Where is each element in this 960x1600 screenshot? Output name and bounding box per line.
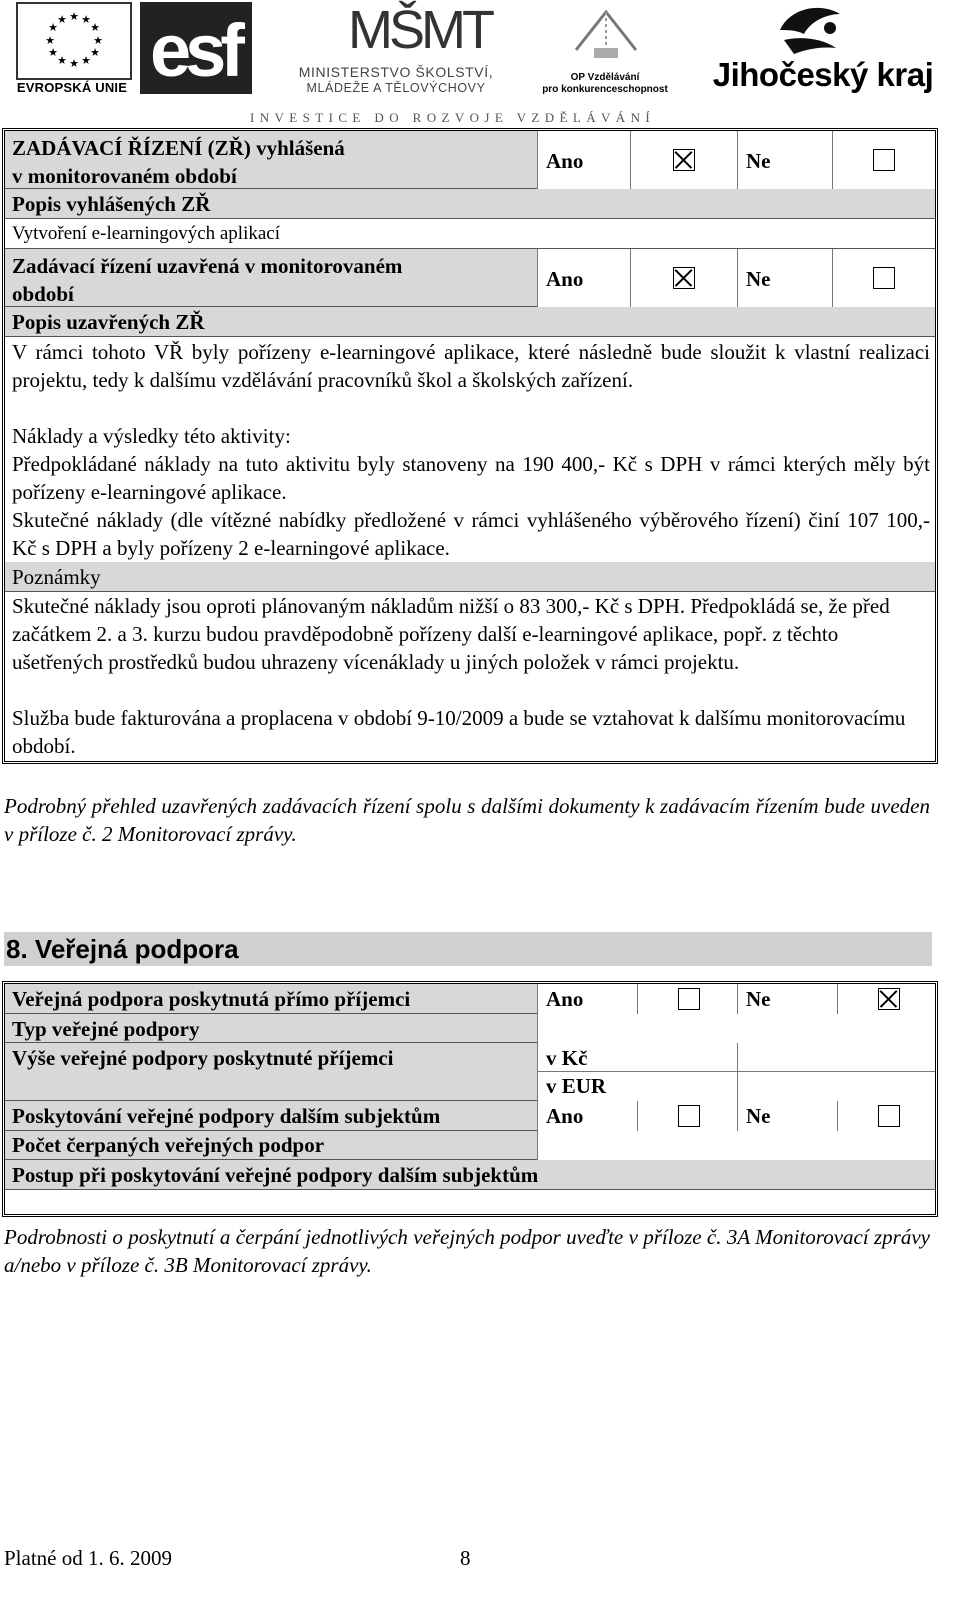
public-support-table bbox=[2, 981, 938, 1217]
notes-paragraph-1: Skutečné náklady jsou oproti plánovaným nákladům nižší o 83 300,- Kč s DPH. Předpokládá se, že před začátkem 2. a 3. kurzu budou pravděpodobně pořízeny další e-learningové aplikace, popř. z těchto ušetřených prostředků budou uhrazeny vícenáklady u jiných položek v rámci projektu. bbox=[12, 594, 890, 674]
vytvoreni-row bbox=[5, 219, 935, 249]
announced-yes-cell bbox=[537, 131, 630, 189]
description-paragraph-3: Předpokládané náklady na tuto aktivitu byly stanoveny na 190 400,- Kč s DPH v rámci kterých měly být pořízeny e-learningové aplikace. bbox=[12, 452, 930, 504]
support-other-yes-cell bbox=[537, 1101, 637, 1131]
msmt-mark: MŠMT bbox=[348, 0, 491, 60]
svg-text:★: ★ bbox=[57, 13, 67, 26]
support-direct-no-checkbox[interactable] bbox=[878, 988, 900, 1010]
support-amount-row bbox=[5, 1043, 935, 1101]
v-eur-value[interactable] bbox=[737, 1072, 935, 1101]
closed-yes-cell bbox=[537, 249, 630, 307]
support-type-row bbox=[5, 1014, 935, 1043]
announced-no-box-cell bbox=[832, 131, 935, 189]
support-direct-yes-cell bbox=[537, 984, 637, 1014]
description-paragraph-1: V rámci tohoto VŘ byly pořízeny e-learningové aplikace, které následně bude sloužit k vlastní realizaci projektu, tedy k dalšímu vzdělávání pracovníků škol a školských zařízení. bbox=[12, 340, 930, 392]
popis-vyhlasenych-label: Popis vyhlášených ZŘ bbox=[12, 192, 211, 216]
vytvoreni-text: Vytvoření e-learningových aplikací bbox=[12, 223, 281, 244]
popis-vyhlasenych-row bbox=[5, 189, 935, 219]
announced-label-1: ZADÁVACÍ ŘÍZENÍ (ZŘ) vyhlášená bbox=[12, 136, 345, 160]
msmt-logo bbox=[296, 0, 496, 100]
support-direct-yes-label: Ano bbox=[546, 987, 584, 1011]
closed-label-1: Zadávací řízení uzavřená v monitorovaném bbox=[12, 254, 403, 278]
closed-no-box-cell bbox=[832, 249, 935, 307]
esf-label: esf bbox=[150, 9, 239, 92]
support-other-yes-checkbox[interactable] bbox=[678, 1105, 700, 1127]
eu-flag-icon bbox=[16, 2, 132, 80]
support-amount-label: Výše veřejné podpory poskytnuté příjemci bbox=[12, 1046, 394, 1070]
section-8-title: 8. Veřejná podpora bbox=[4, 932, 932, 966]
support-direct-no-cell bbox=[737, 984, 837, 1014]
support-type-value[interactable] bbox=[537, 1014, 935, 1043]
footer-page-number: 8 bbox=[460, 1546, 471, 1570]
v-eur-cell bbox=[537, 1072, 737, 1101]
closed-label-2: období bbox=[12, 282, 74, 306]
support-count-value[interactable] bbox=[537, 1131, 935, 1160]
support-count-label: Počet čerpaných veřejných podpor bbox=[12, 1133, 325, 1157]
v-kc-value[interactable] bbox=[737, 1043, 935, 1072]
support-procedure-row bbox=[5, 1160, 935, 1190]
header-logos bbox=[0, 0, 960, 130]
support-other-yes-label: Ano bbox=[546, 1104, 584, 1128]
announced-no-label: Ne bbox=[746, 149, 771, 173]
announced-yes-label: Ano bbox=[546, 149, 584, 173]
poznamky-row bbox=[5, 562, 935, 592]
svg-text:★: ★ bbox=[90, 46, 100, 59]
support-procedure-label: Postup při poskytování veřejné podpory dalším subjektům bbox=[12, 1163, 539, 1187]
kraj-emblem-icon bbox=[770, 0, 850, 56]
procurement-table bbox=[2, 128, 938, 764]
announced-row bbox=[5, 131, 935, 189]
announced-yes-box-cell bbox=[630, 131, 737, 189]
closed-no-label: Ne bbox=[746, 267, 771, 291]
support-other-row bbox=[5, 1101, 935, 1131]
poznamky-content-row bbox=[5, 592, 935, 761]
svg-text:★: ★ bbox=[69, 10, 79, 23]
eu-logo bbox=[12, 2, 132, 98]
support-direct-no-label: Ne bbox=[746, 987, 771, 1011]
closed-row bbox=[5, 249, 935, 307]
announced-label-2: v monitorovaném období bbox=[12, 164, 237, 188]
footer-valid-from: Platné od 1. 6. 2009 bbox=[4, 1546, 172, 1570]
closed-no-checkbox[interactable] bbox=[873, 267, 895, 289]
tagline: INVESTICE DO ROZVOJE VZDĚLÁVÁNÍ bbox=[250, 110, 656, 125]
announced-no-cell bbox=[737, 131, 832, 189]
v-eur-label: v EUR bbox=[546, 1074, 607, 1098]
notes-paragraph-2: Služba bude fakturována a proplacena v období 9-10/2009 a bude se vztahovat k dalšímu monitorovacímu období. bbox=[12, 706, 906, 758]
support-direct-yes-checkbox[interactable] bbox=[678, 988, 700, 1010]
svg-text:★: ★ bbox=[48, 46, 58, 59]
closed-yes-checkbox[interactable] bbox=[673, 267, 695, 289]
support-other-yes-box-cell bbox=[637, 1101, 737, 1131]
v-kc-label: v Kč bbox=[546, 1046, 588, 1070]
svg-text:★: ★ bbox=[93, 34, 103, 47]
support-other-no-checkbox[interactable] bbox=[878, 1105, 900, 1127]
announced-no-checkbox[interactable] bbox=[873, 149, 895, 171]
closed-yes-box-cell bbox=[630, 249, 737, 307]
kraj-label: Jihočeský kraj bbox=[712, 56, 934, 93]
svg-text:★: ★ bbox=[69, 57, 79, 70]
svg-text:★: ★ bbox=[48, 21, 58, 34]
op-line-2: pro konkurenceschopnost bbox=[542, 84, 668, 95]
support-procedure-value[interactable] bbox=[5, 1190, 935, 1214]
svg-text:★: ★ bbox=[45, 34, 55, 47]
popis-uzavrenych-label: Popis uzavřených ZŘ bbox=[12, 310, 205, 334]
svg-text:★: ★ bbox=[90, 21, 100, 34]
support-other-no-box-cell bbox=[837, 1101, 935, 1131]
support-note: Podrobnosti o poskytnutí a čerpání jednotlivých veřejných podpor uveďte v příloze č. 3A Monitorovací zprávy a/nebo v příloze č. 3B Monitorovací zprávy. bbox=[4, 1225, 930, 1277]
support-direct-row bbox=[5, 984, 935, 1014]
closed-no-cell bbox=[737, 249, 832, 307]
poznamky-label: Poznámky bbox=[12, 565, 101, 589]
popis-uzavrenych-row bbox=[5, 307, 935, 337]
v-kc-cell bbox=[537, 1043, 737, 1072]
msmt-line-1: MINISTERSTVO ŠKOLSTVÍ, bbox=[298, 64, 494, 80]
support-count-row bbox=[5, 1131, 935, 1160]
support-type-label: Typ veřejné podpory bbox=[12, 1017, 200, 1041]
support-direct-yes-box-cell bbox=[637, 984, 737, 1014]
jihocesky-kraj-logo bbox=[708, 0, 938, 100]
eu-stars-icon bbox=[18, 4, 130, 78]
op-symbol-icon bbox=[568, 4, 644, 66]
uzavrenych-description-row bbox=[5, 337, 935, 577]
op-logo bbox=[540, 4, 670, 100]
support-direct-label: Veřejná podpora poskytnutá přímo příjemci bbox=[12, 987, 411, 1011]
svg-text:★: ★ bbox=[57, 54, 67, 67]
support-direct-no-box-cell bbox=[837, 984, 935, 1014]
announced-yes-checkbox[interactable] bbox=[673, 149, 695, 171]
closed-yes-label: Ano bbox=[546, 267, 584, 291]
support-other-no-label: Ne bbox=[746, 1104, 771, 1128]
eu-label: EVROPSKÁ UNIE bbox=[16, 80, 128, 95]
msmt-line-2: MLÁDEŽE A TĚLOVÝCHOVY bbox=[306, 81, 486, 95]
op-line-1: OP Vzdělávání bbox=[570, 72, 640, 83]
svg-text:★: ★ bbox=[81, 13, 91, 26]
support-other-label: Poskytování veřejné podpory dalším subjektům bbox=[12, 1104, 441, 1128]
description-paragraph-2: Náklady a výsledky této aktivity: bbox=[12, 424, 291, 448]
description-paragraph-4: Skutečné náklady (dle vítězné nabídky předložené v rámci vyhlášeného výběrového řízení) činí 107 100,- Kč s DPH a byly pořízeny 2 e-learningové aplikace. bbox=[12, 508, 930, 560]
support-other-no-cell bbox=[737, 1101, 837, 1131]
svg-text:★: ★ bbox=[81, 54, 91, 67]
procurement-note: Podrobný přehled uzavřených zadávacích řízení spolu s dalšími dokumenty k zadávacím řízením bude uveden v příloze č. 2 Monitorovací zprávy. bbox=[4, 794, 930, 846]
